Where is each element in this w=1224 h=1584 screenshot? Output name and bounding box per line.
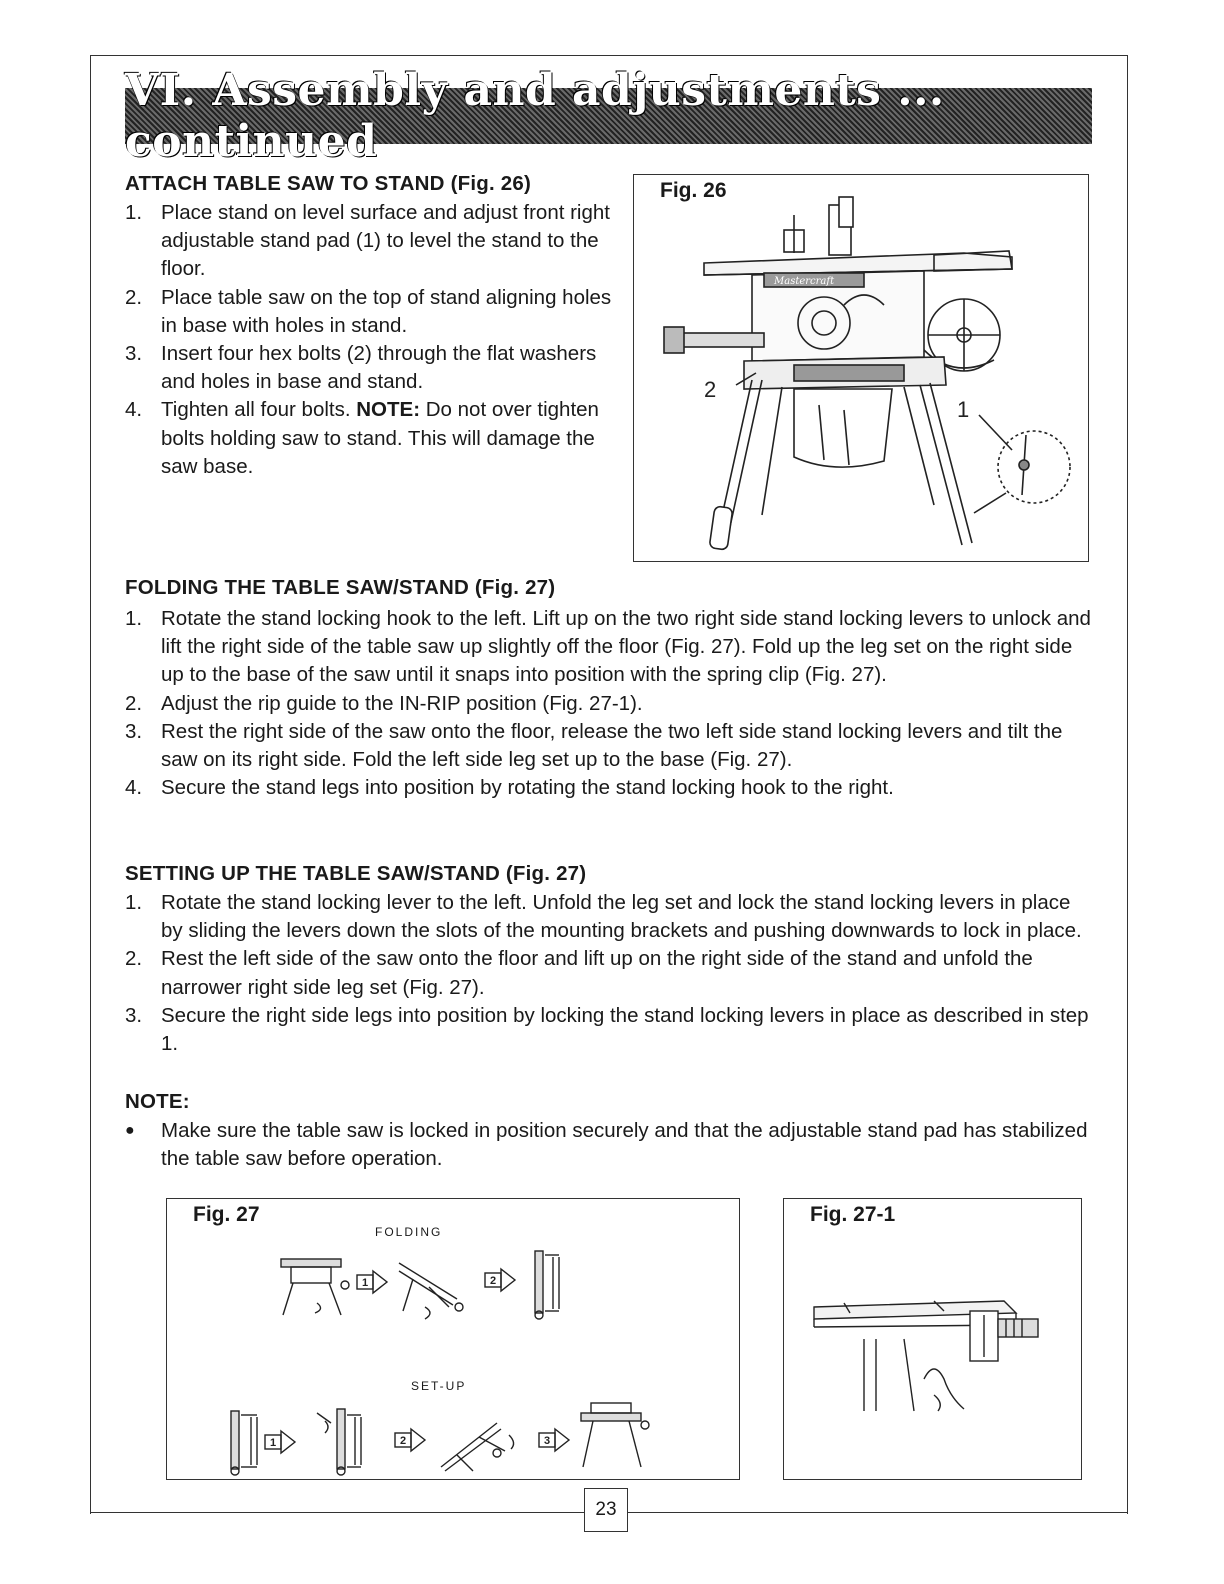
list-item: 2. Rest the left side of the saw onto the floor and lift up on the right side of the stand and unfold the narrower right side leg set (Fig. 27). [125, 947, 1033, 999]
list-item: ● Make sure the table saw is locked in position securely and that the adjustable stand pad has stabilized the table saw before operation. [125, 1119, 1088, 1171]
note-list [125, 1117, 1095, 1173]
note-label: NOTE: [356, 398, 421, 422]
attach-steps [125, 199, 617, 481]
fig27-setup-caption: SET-UP [411, 1379, 467, 1393]
fig26-label: Fig. 26 [660, 179, 727, 202]
list-item: 1. Rotate the stand locking hook to the left. Lift up on the two right side stand locking levers to unlock and lift the right side of the table saw up slightly off the floor (Fig. 27). Fold up the leg set on the right side up to the base of the saw until it snaps into position with the spring clip (Fig. 27). [125, 607, 1091, 687]
footer-rule-right [628, 1512, 1128, 1513]
section-banner [125, 65, 1092, 167]
page-number: 23 [584, 1488, 628, 1532]
fig26-box [633, 174, 1089, 562]
fig27-step-1-setup: 1 [269, 1437, 277, 1449]
folding-heading: FOLDING THE TABLE SAW/STAND (Fig. 27) [125, 576, 556, 599]
fig26-callout-2: 2 [704, 377, 717, 402]
list-item: 2. Place table saw on the top of stand aligning holes in base with holes in stand. [125, 285, 612, 337]
fig27-illustration [167, 1199, 739, 1479]
fig27-1-box [783, 1198, 1082, 1480]
fig27-step-2-setup: 2 [399, 1435, 407, 1447]
list-item: 1. Rotate the stand locking lever to the left. Unfold the leg set and lock the stand locking levers in place by sliding the levers down the slots of the mounting brackets and pushing downwards to lock in place. [125, 891, 1082, 943]
attach-heading: ATTACH TABLE SAW TO STAND (Fig. 26) [125, 172, 531, 195]
fig27-box [166, 1198, 740, 1480]
footer-rule-left [90, 1512, 584, 1513]
fig26-brand: Mastercraft [774, 276, 835, 287]
list-item: 4. Secure the stand legs into position by rotating the stand locking hook to the right. [125, 776, 894, 800]
list-item: 1. Place stand on level surface and adjust front right adjustable stand pad (1) to level the stand to the floor. [125, 201, 610, 281]
fig27-1-illustration [784, 1199, 1081, 1479]
list-item: 3. Secure the right side legs into position by locking the stand locking levers in place as described in step 1. [125, 1003, 1089, 1056]
section-title: VI. Assembly and adjustments ... continued [125, 65, 945, 167]
fig27-label: Fig. 27 [193, 1203, 260, 1226]
fig27-folding-caption: FOLDING [375, 1225, 443, 1239]
setup-steps [125, 889, 1095, 1058]
fig27-step-1-fold: 1 [361, 1277, 369, 1289]
list-item: 3. Insert four hex bolts (2) through the flat washers and holes in base and stand. [125, 342, 597, 394]
list-item: 4. Tighten all four bolts. NOTE: Do not over tighten bolts holding saw to stand. This will damage the saw base. [125, 398, 599, 478]
list-item: 3. Rest the right side of the saw onto the floor, release the two left side stand locking levers and tilt the saw on its right side. Fold the left side leg set up to the base (Fig. 27). [125, 719, 1063, 772]
note-heading: NOTE: [125, 1090, 190, 1113]
fig27-1-label: Fig. 27-1 [810, 1203, 896, 1226]
folding-steps [125, 605, 1095, 802]
fig26-callout-1: 1 [957, 397, 970, 422]
fig27-step-3-setup: 3 [543, 1435, 551, 1447]
fig27-step-2-fold: 2 [489, 1275, 497, 1287]
list-item: 2. Adjust the rip guide to the IN-RIP position (Fig. 27-1). [125, 691, 643, 715]
setup-heading: SETTING UP THE TABLE SAW/STAND (Fig. 27) [125, 862, 587, 885]
fig26-illustration [634, 175, 1088, 561]
